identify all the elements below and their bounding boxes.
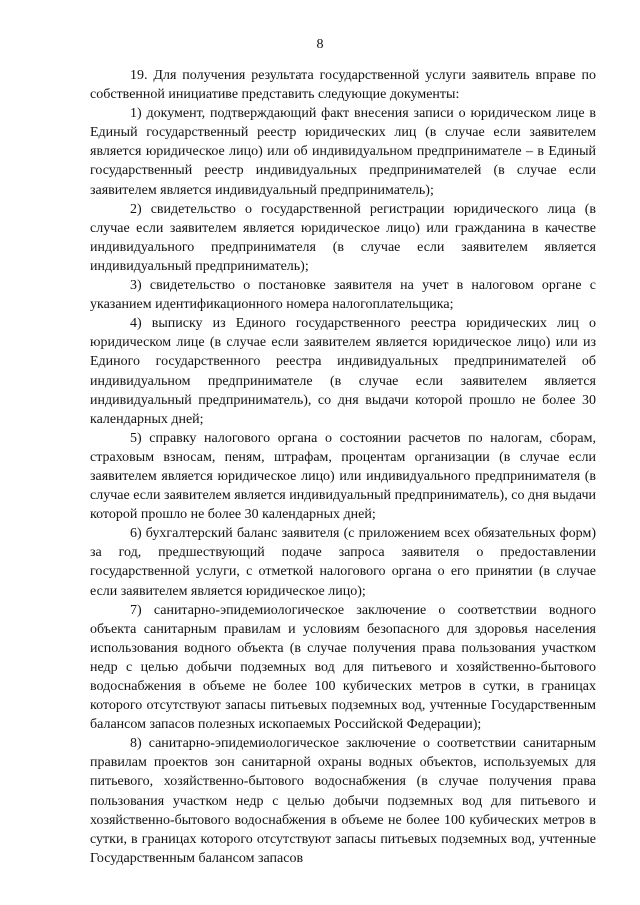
paragraph-subitem-3: 3) свидетельство о постановке заявителя на учет в налоговом органе с указанием идентификационного номера налогоплательщика;	[90, 278, 596, 313]
paragraph-subitem-5: 5) справку налогового органа о состоянии расчетов по налогам, сборам, страховым взносам, пеням, штрафам, процентам организации (в случае если заявителем является юридическое лицо) или индивидуального предпринимателя (в случае если заявителем является индивидуальный предприниматель), со дня выдачи которой прошло не более 30 календарных дней;	[90, 430, 596, 523]
paragraph-subitem-6: 6) бухгалтерский баланс заявителя (с приложением всех обязательных форм) за год, предшествующий подаче запроса заявителя о предоставлении государственной услуги, с отметкой налогового органа о его принятии (в случае если заявителем является юридическое лицо);	[90, 526, 596, 599]
paragraph-subitem-8: 8) санитарно-эпидемиологическое заключение о соответствии санитарным правилам проектов зон санитарной охраны водных объектов, используемых для питьевого, хозяйственно-бытового водоснабжения (в случае получения права пользования участком недр с целью добычи подземных вод для питьевого и хозяйственно-бытового водоснабжения в объеме не более 100 кубических метров в сутки, в границах которого отсутствуют запасы питьевых подземных вод, учтенные Государственным балансом запасов	[90, 736, 596, 866]
paragraph-subitem-2: 2) свидетельство о государственной регистрации юридического лица (в случае если заявителем является юридическое лицо) или гражданина в качестве индивидуального предпринимателя (в случае если заявителем является индивидуальный предприниматель);	[90, 201, 596, 274]
document-body	[90, 66, 596, 868]
paragraph-item-19: 19. Для получения результата государственной услуги заявитель вправе по собственной инициативе представить следующие документы:	[90, 68, 596, 103]
paragraph-subitem-4: 4) выписку из Единого государственного реестра юридических лиц о юридическом лице (в случае если заявителем является юридическое лицо) или из Единого государственного реестра индивидуальных предпринимателей об индивидуальном предпринимателе (в случае если заявителем является индивидуальный предприниматель), со дня выдачи которой прошло не более 30 календарных дней;	[90, 316, 596, 427]
paragraph-subitem-1: 1) документ, подтверждающий факт внесения записи о юридическом лице в Единый государственный реестр юридических лиц (в случае если заявителем является юридическое лицо) или об индивидуальном предпринимателе – в Единый государственный реестр индивидуальных предпринимателей (в случае если заявителем является индивидуальный предприниматель);	[90, 106, 596, 198]
page-number: 8	[316, 37, 324, 52]
paragraph-subitem-7: 7) санитарно-эпидемиологическое заключение о соответствии водного объекта санитарным правилам и условиям безопасного для здоровья населения использования водного объекта (в случае получения права пользования участком недр с целью добычи подземных вод для питьевого и хозяйственно-бытового водоснабжения в объеме не более 100 кубических метров в сутки, в границах которого отсутствуют запасы питьевых подземных вод, учтенные Государственным балансом запасов полезных ископаемых Российской Федерации);	[90, 602, 596, 733]
